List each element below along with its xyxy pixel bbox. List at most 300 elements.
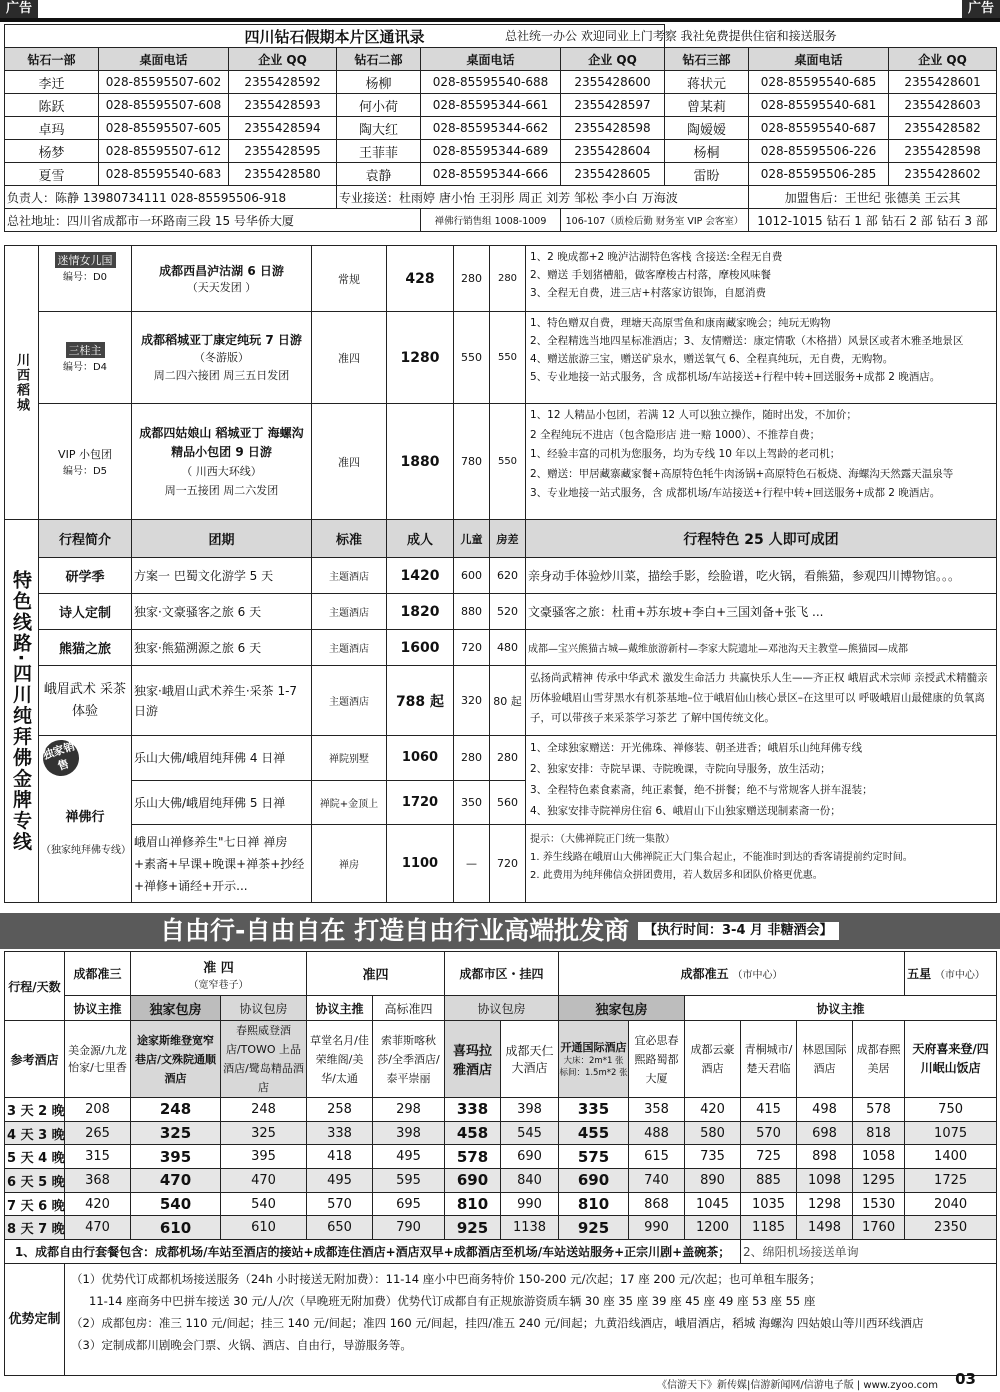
price-cell: 868 xyxy=(629,1192,685,1216)
price-row xyxy=(5,1169,997,1193)
price-cell: 418 xyxy=(307,1145,373,1169)
route-child: 600 xyxy=(454,558,490,594)
staff-qq: 2355428602 xyxy=(889,163,997,186)
route-feature: 亲身动手体验炒川菜，描绘手影，绘脸谱，吃火锅，看熊猫，参观四川博物馆。。。 xyxy=(526,558,997,594)
tour-child: 280 xyxy=(454,246,490,312)
price-cell: 1400 xyxy=(905,1145,997,1169)
tour-adult: 428 xyxy=(387,246,454,312)
route-name: 峨眉武术 采茶体验 xyxy=(39,666,132,736)
price-cell: 1760 xyxy=(853,1216,905,1240)
price-cell: 578 xyxy=(445,1145,501,1169)
staff-name: 陈跃 xyxy=(5,94,99,117)
zen-trip-detail: 乐山大佛/峨眉纯拜佛 4 日禅 xyxy=(132,736,312,781)
route-child: 720 xyxy=(454,630,490,666)
price-cell: 695 xyxy=(373,1192,445,1216)
staff-phone: 028-85595344-661 xyxy=(421,94,561,117)
price-cell: 1298 xyxy=(797,1192,853,1216)
price-cell: 470 xyxy=(131,1169,221,1193)
staff-name: 杨梦 xyxy=(5,140,99,163)
directory-body xyxy=(5,71,997,186)
staff-name: 蒋状元 xyxy=(665,71,749,94)
package-line: 1、成都自由行套餐包含：成都机场/车站至酒店的接站+成都连住酒店+酒店双早+成都酒店至机场/车站送站服务+正宗川剧+盖碗茶； xyxy=(5,1240,741,1264)
hotel-bed-note: 大床：2m*1 张 标间：1.5m*2 张 xyxy=(559,1056,628,1078)
staff-phone: 028-85595506-226 xyxy=(749,140,889,163)
staff-qq: 2355428593 xyxy=(229,94,337,117)
price-cell: 325 xyxy=(131,1121,221,1145)
hotel-name: 草堂名月/佳荣维阁/美华/太通 xyxy=(307,1021,373,1098)
staff-name: 曾某莉 xyxy=(665,94,749,117)
price-cell: 315 xyxy=(65,1145,131,1169)
zen-row xyxy=(5,825,997,903)
group-sub: （宽窄巷子） xyxy=(188,979,249,991)
group-sub: （市中心） xyxy=(732,970,783,981)
free-travel-table xyxy=(4,951,997,1376)
route-detail: 独家·峨眉山武术养生·采茶 1-7 日游 xyxy=(132,666,312,736)
tour-sub: （冬游版） xyxy=(194,350,249,364)
type-label: 独家包房 xyxy=(131,996,221,1021)
price-cell: 735 xyxy=(685,1145,741,1169)
price-cell: 1725 xyxy=(905,1169,997,1193)
zen-features: 1、全球独家赠送：开光佛珠、禅修装、朝圣进香；峨眉乐山纯拜佛专线 2、独家安排：寺院早课、寺院晚课，寺院向导服务，放生活动； 3、全程特色素食素斋，纯正素餐，绝不拼餐；绝不与常规客人拼车混装； 4、独家安排寺院禅房住宿 6、峨眉山下山独家赠送现制素斋一份； xyxy=(526,736,997,825)
price-cell: 925 xyxy=(559,1216,629,1240)
zen-trip-adult: 1720 xyxy=(387,780,454,825)
price-cell: 898 xyxy=(797,1145,853,1169)
price-cell: 208 xyxy=(65,1098,131,1122)
price-cell: 415 xyxy=(741,1098,797,1122)
tour-sub: （ 川西大环线） xyxy=(181,464,262,478)
route-feature: 文豪骚客之旅：杜甫+苏东坡+李白+三国刘备+张飞 ... xyxy=(526,594,997,630)
tour-child: 780 xyxy=(454,404,490,520)
price-cell: 1075 xyxy=(905,1121,997,1145)
zen-trip-std: 禅院+金顶上 xyxy=(312,780,387,825)
ad-label-left: 广告 xyxy=(0,0,38,18)
zen-trip-room: 720 xyxy=(490,825,526,903)
price-cell: 650 xyxy=(307,1216,373,1240)
staff-phone: 028-85595507-608 xyxy=(99,94,229,117)
advantage-label: 优势定制 xyxy=(5,1264,65,1376)
price-cell: 338 xyxy=(307,1121,373,1145)
price-cell: 545 xyxy=(501,1121,559,1145)
price-cell: 810 xyxy=(445,1192,501,1216)
route-adult: 1820 xyxy=(387,594,454,630)
price-cell: 990 xyxy=(501,1192,559,1216)
price-cell: 1498 xyxy=(797,1216,853,1240)
price-cell: 395 xyxy=(221,1145,307,1169)
office-line-3: 1012-1015 钻石 1 部 钻石 2 部 钻石 3 部 xyxy=(749,209,997,232)
zen-note: （独家纯拜佛专线） xyxy=(41,844,131,856)
price-cell: 840 xyxy=(501,1169,559,1193)
tour-child: 550 xyxy=(454,312,490,404)
type-label: 协议主推 xyxy=(685,996,997,1021)
zen-name: 禅佛行 xyxy=(65,809,105,825)
staff-phone: 028-85595344-662 xyxy=(421,117,561,140)
tour-std: 准四 xyxy=(312,404,387,520)
tour-tag: VIP 小包团 xyxy=(58,448,112,461)
price-cell: 470 xyxy=(221,1169,307,1193)
staff-phone: 028-85595540-685 xyxy=(749,71,889,94)
price-cell: 498 xyxy=(797,1098,853,1122)
price-cell: 2350 xyxy=(905,1216,997,1240)
directory-header-row xyxy=(5,48,997,71)
tour-room: 280 xyxy=(490,246,526,312)
price-cell: 1058 xyxy=(853,1145,905,1169)
route-feature: 成都—宝兴熊猫古城—戴维旅游新村—李家大院遗址—邓池沟天主教堂—熊猫园—成都 xyxy=(526,630,997,666)
route-name: 研学季 xyxy=(39,558,132,594)
price-cell: 690 xyxy=(559,1169,629,1193)
zen-row xyxy=(5,736,997,781)
staff-name: 陶大红 xyxy=(337,117,421,140)
staff-name: 杨柳 xyxy=(337,71,421,94)
staff-phone: 028-85595507-605 xyxy=(99,117,229,140)
price-day: 8 天 7 晚 xyxy=(5,1216,65,1240)
tours-table xyxy=(4,245,997,903)
staff-phone: 028-85595540-688 xyxy=(421,71,561,94)
price-cell: 420 xyxy=(685,1098,741,1122)
route-detail: 方案一 巴蜀文化游学 5 天 xyxy=(132,558,312,594)
route-std: 主题酒店 xyxy=(312,666,387,736)
directory-row xyxy=(5,163,997,186)
price-cell: 1185 xyxy=(741,1216,797,1240)
type-label: 独家包房 xyxy=(559,996,685,1021)
staff-name: 袁静 xyxy=(337,163,421,186)
staff-qq: 2355428604 xyxy=(561,140,665,163)
staff-name: 李迁 xyxy=(5,71,99,94)
tour-room: 550 xyxy=(490,312,526,404)
col-header: 房差 xyxy=(490,520,526,558)
col-header: 企业 QQ xyxy=(889,48,997,71)
section-label-special: 特色线路·四川纯拜佛金牌专线 xyxy=(5,520,39,903)
directory-slogan: 总社统一办公 欢迎同业上门考察 我社免费提供住宿和接送服务 xyxy=(505,29,837,44)
staff-qq: 2355428600 xyxy=(561,71,665,94)
section2-header-row xyxy=(5,520,997,558)
price-day: 6 天 5 晚 xyxy=(5,1169,65,1193)
route-room: 80 起 xyxy=(490,666,526,736)
zen-trip-child: 350 xyxy=(454,780,490,825)
tour-name: 成都西昌泸沽湖 6 日游 xyxy=(159,264,284,278)
staff-phone: 028-85595344-689 xyxy=(421,140,561,163)
zen-trip-adult: 1060 xyxy=(387,736,454,781)
route-std: 主题酒店 xyxy=(312,558,387,594)
route-row xyxy=(5,594,997,630)
col-header: 桌面电话 xyxy=(99,48,229,71)
price-cell: 420 xyxy=(65,1192,131,1216)
group-sub: （市中心） xyxy=(934,970,985,981)
staff-phone: 028-85595540-683 xyxy=(99,163,229,186)
price-cell: 615 xyxy=(629,1145,685,1169)
tour-name: 成都四姑娘山 稻城亚丁 海螺沟精品小包团 9 日游 xyxy=(139,425,304,459)
zen-trip-detail: 峨眉山禅修养生"七日禅 禅房+素斋+早课+晚课+禅茶+抄经+禅修+诵经+开示... xyxy=(132,825,312,903)
tour-sub: （天天发团 ） xyxy=(186,281,257,294)
price-cell: 368 xyxy=(65,1169,131,1193)
zen-trip-std: 禅房 xyxy=(312,825,387,903)
price-cell: 458 xyxy=(445,1121,501,1145)
price-cell: 495 xyxy=(307,1169,373,1193)
zen-trip-room: 560 xyxy=(490,780,526,825)
price-cell: 925 xyxy=(445,1216,501,1240)
hotel-label: 参考酒店 xyxy=(5,1021,65,1098)
price-cell: 395 xyxy=(131,1145,221,1169)
staff-qq: 2355428605 xyxy=(561,163,665,186)
price-cell: 1138 xyxy=(501,1216,559,1240)
staff-phone: 028-85595540-681 xyxy=(749,94,889,117)
price-cell: 1200 xyxy=(685,1216,741,1240)
price-cell: 540 xyxy=(221,1192,307,1216)
price-cell: 325 xyxy=(221,1121,307,1145)
zen-trip-child: 280 xyxy=(454,736,490,781)
price-row xyxy=(5,1121,997,1145)
price-cell: 495 xyxy=(373,1145,445,1169)
price-day: 4 天 3 晚 xyxy=(5,1121,65,1145)
group-header: 五星 xyxy=(907,967,932,981)
staff-phone: 028-85595540-687 xyxy=(749,117,889,140)
price-cell: 335 xyxy=(559,1098,629,1122)
price-cell: 265 xyxy=(65,1121,131,1145)
price-day: 3 天 2 晚 xyxy=(5,1098,65,1122)
price-cell: 398 xyxy=(373,1121,445,1145)
route-child: 320 xyxy=(454,666,490,736)
price-cell: 575 xyxy=(559,1145,629,1169)
free-travel-banner xyxy=(0,913,1000,949)
price-day: 5 天 4 晚 xyxy=(5,1145,65,1169)
staff-name: 陶嫒嫒 xyxy=(665,117,749,140)
price-row xyxy=(5,1145,997,1169)
col-header: 桌面电话 xyxy=(421,48,561,71)
top-rule xyxy=(0,18,1000,22)
price-cell: 580 xyxy=(685,1121,741,1145)
price-cell: 540 xyxy=(131,1192,221,1216)
staff-name: 王菲菲 xyxy=(337,140,421,163)
type-label: 高标准四 xyxy=(373,996,445,1021)
route-adult: 788 起 xyxy=(387,666,454,736)
zen-trip-adult: 1100 xyxy=(387,825,454,903)
type-label: 协议包房 xyxy=(445,996,559,1021)
route-adult: 1420 xyxy=(387,558,454,594)
tour-name: 成都稻城亚丁康定纯玩 7 日游 xyxy=(141,332,302,347)
price-cell: 750 xyxy=(905,1098,997,1122)
days-label: 行程/天数 xyxy=(5,952,65,1021)
address-line: 总社地址：四川省成都市一环路南三段 15 号华侨大厦 xyxy=(5,209,421,232)
price-cell: 818 xyxy=(853,1121,905,1145)
price-cell: 610 xyxy=(131,1216,221,1240)
price-cell: 810 xyxy=(559,1192,629,1216)
col-header: 标准 xyxy=(312,520,387,558)
pickup-line: 专业接送：杜雨婷 唐小怡 王羽彤 周正 刘芳 邹松 李小白 万海波 xyxy=(337,186,749,209)
group-header: 准四 xyxy=(307,952,445,996)
page-number: 03 xyxy=(955,1370,976,1388)
footer-text: 《信游天下》新传媒|信游新闻网/信游电子版 | www.zyoo.com xyxy=(656,1380,938,1391)
staff-qq: 2355428580 xyxy=(229,163,337,186)
price-cell: 1045 xyxy=(685,1192,741,1216)
price-row xyxy=(5,1216,997,1240)
col-header: 儿童 xyxy=(454,520,490,558)
directory-row xyxy=(5,117,997,140)
type-label: 协议包房 xyxy=(221,996,307,1021)
staff-name: 雷盼 xyxy=(665,163,749,186)
zen-trip-child: — xyxy=(454,825,490,903)
price-cell: 1530 xyxy=(853,1192,905,1216)
col-header: 行程简介 xyxy=(39,520,132,558)
advantage-text: （1）优势代订成都机场接送服务（24h 小时接送无附加费）：11-14 座小中巴商务特价 150-200 元/次起；17 座 200 元/次起；也可单租车服务； 11-14 座商务中巴拼车接送 30 元/人/次（早晚班无附加费）优势代订成都自有正规旅游资质车辆 30 座 35 座 39 座 45 座 49 座 53 座 55 座 （2）成都包房：准三 110 元/间起；挂三 140 元/间起；准四 160 元/间起，挂四/准五 240 元/间起；九黄沿线酒店，峨眉酒店，稻城 海螺沟 四姑娘山等川西环线酒店 （3）定制成都川剧晚会门票、火锅、酒店、自由行，导游服务等。 xyxy=(65,1264,997,1376)
zen-tips: 提示：（大佛禅院正门统一集散） 1. 养生线路在峨眉山大佛禅院正大门集合起止，不能准时到达的香客请提前约定时间。 2. 此费用为纯拜佛信众拼团费用，若人数居多和团队价格更优惠。 xyxy=(526,825,997,903)
staff-phone: 028-85595507-602 xyxy=(99,71,229,94)
tour-features: 1、2 晚成都+2 晚泸沽湖特色客栈 含接送:全程无自费 2、赠送 手划猪槽船，做客摩梭古村落，摩梭风味餐 3、全程无自费，进三店+村落家访银饰，自愿消费 xyxy=(526,246,997,312)
col-header: 桌面电话 xyxy=(749,48,889,71)
hotel-name: 开通国际酒店 xyxy=(560,1041,627,1054)
tour-code: 编号：D4 xyxy=(62,362,108,373)
price-cell: 488 xyxy=(629,1121,685,1145)
col-header: 钻石三部 xyxy=(665,48,749,71)
hotel-name: 成都天仁大酒店 xyxy=(501,1021,559,1098)
staff-phone: 028-85595506-285 xyxy=(749,163,889,186)
route-name: 熊猫之旅 xyxy=(39,630,132,666)
price-cell: 248 xyxy=(221,1098,307,1122)
route-room: 620 xyxy=(490,558,526,594)
hotel-name: 青桐城市/楚天君临 xyxy=(741,1021,797,1098)
hotel-name: 成都春熙美居 xyxy=(853,1021,905,1098)
route-row xyxy=(5,630,997,666)
tour-adult: 1880 xyxy=(387,404,454,520)
banner-title: 自由行-自由自在 打造自由行业高端批发商 xyxy=(160,916,630,945)
tour-tag: 迷情女儿国 xyxy=(55,252,116,268)
staff-name: 何小荷 xyxy=(337,94,421,117)
price-cell: 455 xyxy=(559,1121,629,1145)
staff-name: 夏雪 xyxy=(5,163,99,186)
route-std: 主题酒店 xyxy=(312,594,387,630)
hotel-name: 春熙威登酒店/TOWO 上品酒店/鹭岛精品酒店 xyxy=(221,1021,307,1098)
tour-std: 准四 xyxy=(312,312,387,404)
price-cell: 570 xyxy=(307,1192,373,1216)
price-cell: 890 xyxy=(685,1169,741,1193)
price-cell: 725 xyxy=(741,1145,797,1169)
group-header: 成都准三 xyxy=(65,952,131,996)
staff-name: 杨桐 xyxy=(665,140,749,163)
hotel-name: 林恩国际酒店 xyxy=(797,1021,853,1098)
staff-qq: 2355428603 xyxy=(889,94,997,117)
manager-line: 负责人：陈静 13980734111 028-85595506-918 xyxy=(5,186,337,209)
price-cell: 398 xyxy=(501,1098,559,1122)
hotel-row xyxy=(5,1021,997,1098)
staff-name: 卓玛 xyxy=(5,117,99,140)
tour-dates: 周二四六接团 周三五日发团 xyxy=(153,368,290,382)
hotel-name: 宜必思春熙路蜀都大厦 xyxy=(629,1021,685,1098)
exclusive-stamp: 独家销售 xyxy=(38,735,83,780)
price-cell: 610 xyxy=(221,1216,307,1240)
price-cell: 578 xyxy=(853,1098,905,1122)
hotel-name: 喜玛拉雅酒店 xyxy=(445,1021,501,1098)
price-day: 7 天 6 晚 xyxy=(5,1192,65,1216)
tour-code: 编号：D0 xyxy=(62,272,108,283)
route-name: 诗人定制 xyxy=(39,594,132,630)
route-detail: 独家·熊猫溯源之旅 6 天 xyxy=(132,630,312,666)
hotel-name: 美金源/九龙怡家/七里香 xyxy=(65,1021,131,1098)
col-header: 行程特色 25 人即可成团 xyxy=(526,520,997,558)
price-cell: 258 xyxy=(307,1098,373,1122)
tour-features: 1、12 人精品小包团，若满 12 人可以独立操作，随时出发，不加价； 2 全程纯玩不进店（包含隐形店 进一赔 1000）、不推荐自费； 1、经验丰富的司机为您服务，均为专线 10 年以上驾龄的老司机； 2、赠送：甲居藏寨藏家餐+高原特色牦牛肉汤锅+高原特色石板烧、海螺沟天然露天温泉等 3、专业地接一站式服务，含 成都机场/车站接送+行程中转+回送服务+成都 2 晚酒店。 xyxy=(526,404,997,520)
price-cell: 358 xyxy=(629,1098,685,1122)
price-cell: 595 xyxy=(373,1169,445,1193)
col-header: 团期 xyxy=(132,520,312,558)
tour-tag: 三桂主 xyxy=(66,342,105,358)
route-detail: 独家·文豪骚客之旅 6 天 xyxy=(132,594,312,630)
route-room: 480 xyxy=(490,630,526,666)
tour-code: 编号：D5 xyxy=(62,466,108,477)
price-row xyxy=(5,1192,997,1216)
price-body xyxy=(5,1098,997,1240)
col-header: 企业 QQ xyxy=(229,48,337,71)
price-cell: 248 xyxy=(131,1098,221,1122)
price-cell: 1098 xyxy=(797,1169,853,1193)
section-label-west: 川西稻城 xyxy=(5,246,39,520)
zen-trip-room: 280 xyxy=(490,736,526,781)
route-std: 主题酒店 xyxy=(312,630,387,666)
directory-row xyxy=(5,140,997,163)
staff-qq: 2355428598 xyxy=(561,117,665,140)
price-cell: 1295 xyxy=(853,1169,905,1193)
directory-row xyxy=(5,94,997,117)
price-cell: 570 xyxy=(741,1121,797,1145)
banner-period: 【执行时间：3-4 月 非糖酒会】 xyxy=(638,922,839,940)
price-cell: 990 xyxy=(629,1216,685,1240)
office-line-1: 禅佛行销售组 1008-1009 xyxy=(421,209,561,232)
package-line-2: 2、绵阳机场接送单询 xyxy=(741,1240,997,1264)
aftersale-line: 加盟售后：王世纪 张德美 王云其 xyxy=(749,186,997,209)
tour-features: 1、特色赠双自费，理塘天高原雪鱼和康南藏家晚会；纯玩无购物 2、全程精选当地四星标准酒店；3、友情赠送：康定情歌（木格措）风景区或者木雅圣地景区 4、赠送旅游三宝，赠送矿泉水，赠送氧气 6、全程真纯玩，无自费，无购物。 5、专业地接一站式服务，含 成都机场/车站接送+行程中转+回送服务+成都 2 晚酒店。 xyxy=(526,312,997,404)
price-cell: 690 xyxy=(501,1145,559,1169)
type-label: 协议主推 xyxy=(307,996,373,1021)
staff-qq: 2355428582 xyxy=(889,117,997,140)
price-cell: 698 xyxy=(797,1121,853,1145)
group-header: 准 四 xyxy=(203,960,234,976)
tour-std: 常规 xyxy=(312,246,387,312)
price-cell: 790 xyxy=(373,1216,445,1240)
col-header: 成人 xyxy=(387,520,454,558)
hotel-name: 途家斯维登宽窄巷店/文殊院通顺酒店 xyxy=(131,1021,221,1098)
route-child: 880 xyxy=(454,594,490,630)
zen-trip-std: 禅院别墅 xyxy=(312,736,387,781)
page-footer xyxy=(0,1370,1000,1392)
ad-label-right: 广告 xyxy=(962,0,1000,18)
tour-room: 550 xyxy=(490,404,526,520)
price-cell: 885 xyxy=(741,1169,797,1193)
group-header: 成都市区・挂四 xyxy=(445,952,559,996)
tour-dates: 周一五接团 周二六发团 xyxy=(164,483,279,497)
price-cell: 470 xyxy=(65,1216,131,1240)
directory-table xyxy=(4,24,997,232)
office-line-2: 106-107（质检后勤 财务室 VIP 会客室） xyxy=(561,209,749,232)
staff-qq: 2355428601 xyxy=(889,71,997,94)
staff-phone: 028-85595507-612 xyxy=(99,140,229,163)
price-cell: 740 xyxy=(629,1169,685,1193)
tour-adult: 1280 xyxy=(387,312,454,404)
route-room: 520 xyxy=(490,594,526,630)
route-row xyxy=(5,558,997,594)
staff-qq: 2355428592 xyxy=(229,71,337,94)
price-cell: 2040 xyxy=(905,1192,997,1216)
group-header: 成都准五 xyxy=(680,967,729,981)
price-cell: 338 xyxy=(445,1098,501,1122)
type-label: 协议主推 xyxy=(65,996,131,1021)
col-header: 企业 QQ xyxy=(561,48,665,71)
zen-trip-detail: 乐山大佛/峨眉纯拜佛 5 日禅 xyxy=(132,780,312,825)
route-row xyxy=(5,666,997,736)
staff-qq: 2355428594 xyxy=(229,117,337,140)
staff-phone: 028-85595344-666 xyxy=(421,163,561,186)
price-cell: 1035 xyxy=(741,1192,797,1216)
staff-qq: 2355428598 xyxy=(889,140,997,163)
directory-title: 四川钻石假期本片区通讯录 xyxy=(5,25,665,48)
price-row xyxy=(5,1098,997,1122)
directory-row xyxy=(5,71,997,94)
